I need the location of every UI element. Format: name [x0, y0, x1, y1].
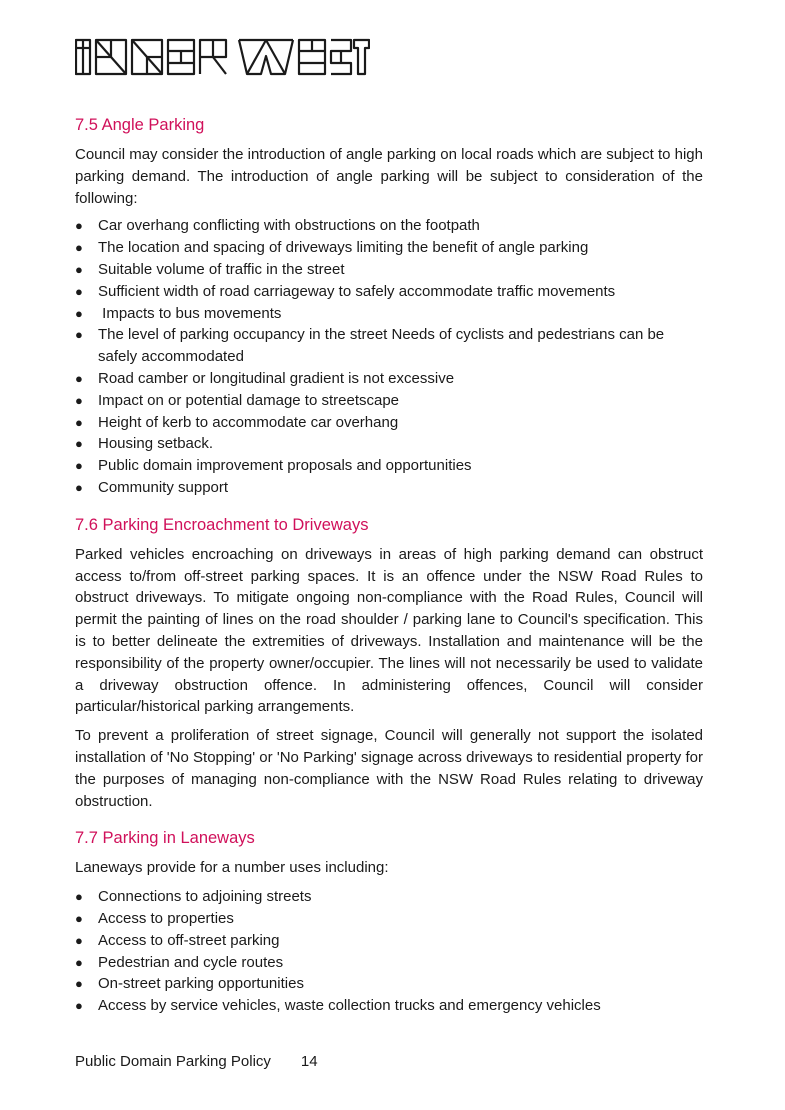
- bullet-icon: ●: [75, 414, 83, 430]
- bullet-icon: ●: [75, 218, 83, 234]
- bullet-icon: ●: [75, 954, 83, 970]
- list-item: ● Housing setback.: [75, 433, 703, 455]
- bullet-icon: ●: [75, 327, 83, 343]
- page-number: 14: [300, 1053, 318, 1070]
- bullet-icon: ●: [75, 240, 83, 256]
- bullet-icon: ●: [75, 436, 83, 452]
- list-item: ● Public domain improvement proposals and opportunities: [75, 455, 703, 477]
- list-item: ● Impact on or potential damage to streetscape: [75, 390, 703, 412]
- list-item: ● On-street parking opportunities: [75, 973, 703, 995]
- bullet-icon: ●: [75, 479, 83, 495]
- list-item: ● Impacts to bus movements: [75, 303, 703, 325]
- list-item: ● Height of kerb to accommodate car overhang: [75, 412, 703, 434]
- list-item: ● Road camber or longitudinal gradient is not excessive: [75, 368, 703, 390]
- bullet-icon: ●: [75, 392, 83, 408]
- list-item: ● Access to properties: [75, 908, 703, 930]
- bullet-icon: ●: [75, 283, 83, 299]
- section-heading-angle-parking: 7.5 Angle Parking: [75, 116, 205, 134]
- main-content: [75, 113, 703, 1017]
- bullet-icon: ●: [75, 998, 83, 1014]
- list-item: ● Pedestrian and cycle routes: [75, 952, 703, 974]
- bullet-icon: ●: [75, 261, 83, 277]
- list-item: ● Access by service vehicles, waste collection trucks and emergency vehicles: [75, 995, 703, 1017]
- list-item: ● Suitable volume of traffic in the street: [75, 259, 703, 281]
- angle-parking-list: [75, 215, 703, 498]
- list-item: ● Community support: [75, 477, 703, 499]
- angle-parking-intro: Council may consider the introduction of angle parking on local roads which are subject to high parking demand. The introduction of angle parking will be subject to consideration of the following:: [75, 146, 703, 207]
- bullet-icon: ●: [75, 458, 83, 474]
- inner-west-logo: [75, 38, 370, 76]
- driveway-paragraph-1: Parked vehicles encroaching on driveways in areas of high parking demand can obstruct access to/from off-street parking spaces. It is an offence under the NSW Road Rules to obstruct driveways. To mitigate ongoing non-compliance with the Road Rules, Council will permit the painting of lines on the road shoulder / parking lane to Council's specification. This is to better delineate the extremities of driveways. Installation and maintenance will be the responsibility of the property owner/occupier. The lines will not necessarily be used to validate a driveway obstruction offence. In administering offences, Council will consider particular/historical parking arrangements.: [75, 545, 703, 716]
- list-item: ● Car overhang conflicting with obstructions on the footpath: [75, 215, 703, 237]
- list-item: ● Sufficient width of road carriageway to safely accommodate traffic movements: [75, 281, 703, 303]
- driveway-paragraph-2: To prevent a proliferation of street signage, Council will generally not support the isolated installation of 'No Stopping' or 'No Parking' signage across driveways to residential property for the purposes of managing non-compliance with the NSW Road Rules relating to driveway obstruction.: [75, 727, 703, 810]
- bullet-icon: ●: [75, 370, 83, 386]
- section-heading-driveway-encroachment: 7.6 Parking Encroachment to Driveways: [75, 515, 369, 534]
- laneways-list: [75, 886, 703, 1017]
- bullet-icon: ●: [75, 305, 83, 321]
- bullet-icon: ●: [75, 910, 83, 926]
- section-heading-laneways: 7.7 Parking in Laneways: [75, 829, 255, 848]
- laneways-intro: Laneways provide for a number uses including:: [75, 859, 389, 877]
- bullet-icon: ●: [75, 889, 83, 905]
- bullet-icon: ●: [75, 932, 83, 948]
- list-item: ● The location and spacing of driveways limiting the benefit of angle parking: [75, 237, 703, 259]
- list-item: ● Connections to adjoining streets: [75, 886, 703, 908]
- bullet-icon: ●: [75, 976, 83, 992]
- page-footer: [75, 1052, 318, 1072]
- list-item: ● The level of parking occupancy in the street Needs of cyclists and pedestrians can be safely accommodated: [75, 326, 665, 366]
- list-item: ● Access to off-street parking: [75, 930, 703, 952]
- footer-doc-title: Public Domain Parking Policy: [75, 1053, 271, 1070]
